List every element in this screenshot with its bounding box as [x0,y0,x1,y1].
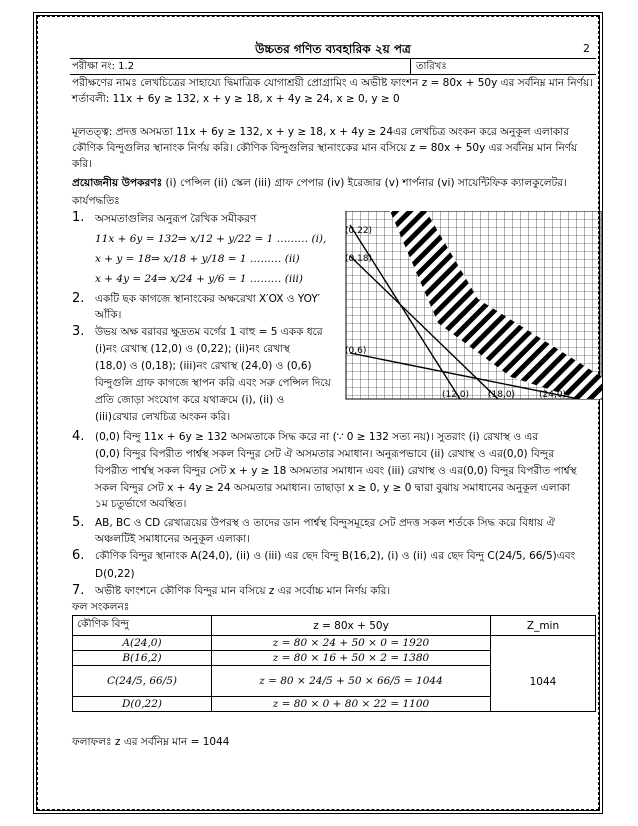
step1-eq3: x + 4y = 24⇒ x/24 + y/6 = 1 ……… (iii) [95,273,304,285]
step5-line2: অঞ্চলটিই সমাধানের অনুকূল এলাকা। [95,533,250,545]
label-y22: (0,22) [345,226,373,236]
experiment-number: পরীক্ষা নং: 1.2 [72,61,135,72]
conclusion: ফলাফলঃ z এর সর্বনিম্ন মান = 1044 [72,736,230,748]
step3-line3: (18,0) ও (0,18); (iii)নং রেখাস্থ (24,0) ও (0,6) [95,360,312,372]
step4-line3: বিপরীত পার্শ্বস্থ সকল বিন্দুর সেট x + y ≥ 18 অসমতার সমাধান এবং (iii) রেখাস্থ ও এর(0,0) বিন্দুর বিপরীত পার্শ্বস্থ [95,465,577,477]
table-cell: z = 80 × 24/5 + 50 × 66/5 = 1044 [212,666,491,697]
step-number: 3. [72,324,85,339]
results-label: ফল সংকলনঃ [72,601,130,613]
page-number: 2 [583,42,590,55]
date-label: তারিখঃ [416,61,447,72]
step-number: 7. [72,583,85,598]
step3-line5: প্রতি জোড়া সংযোগ করে যথাক্রমে (i), (ii) ও [95,394,285,406]
table-cell: z = 80 × 0 + 80 × 22 = 1100 [212,697,491,712]
constraints: শর্তাবলী: 11x + 6y ≥ 132, x + y ≥ 18, x + 4y ≥ 24, x ≥ 0, y ≥ 0 [72,93,400,105]
label-x18: (18,0) [488,390,516,400]
step3-line4: বিন্দুগুলি গ্রাফ কাগজে স্থাপন করি এবং সরু পেন্সিল দিয়ে [95,377,331,389]
table-header-row [73,616,596,636]
step2-line2: আঁকি। [95,309,122,321]
step4-line1: (0,0) বিন্দু 11x + 6y ≥ 132 অসমতাকে সিদ্ধ করে না (∵ 0 ≥ 132 সত্য নয়)। সুতরাং (i) রেখাস্থ ও এর [95,431,539,443]
table-cell: A(24,0) [73,636,212,651]
step2-line1: একটি ছক কাগজে স্থানাংকের অক্ষরেখা X′OX ও YOY′ [95,293,321,305]
step1-eq1: 11x + 6y = 132⇒ x/12 + y/22 = 1 ……… (i), [95,233,327,245]
step4-line4: সকল বিন্দুর সেট x + 4y ≥ 24 অসমতার সমাধান। তাছাড়া x ≥ 0, y ≥ 0 দ্বারা বুঝায় সমাধানের অনুকূল এলাকা [95,482,571,494]
label-y6: (0,6) [345,346,367,356]
procedure-label: কার্যপদ্ধতিঃ [72,195,120,207]
step1-title: অসমতাগুলির অনুরূপ রৈখিক সমীকরণ [95,213,257,225]
table-cell: B(16,2) [73,651,212,666]
step1-eq2: x + y = 18⇒ x/18 + y/18 = 1 ……… (ii) [95,253,300,265]
step7-line1: অভীষ্ট ফাংশনে কৌণিক বিন্দুর মান বসিয়ে z এর সর্বোচ্চ মান নির্ণয় করি। [95,585,391,597]
step-number: 1. [72,210,85,225]
zmin-cell: 1044 [491,636,596,712]
step-number: 4. [72,429,85,444]
table-cell: D(0,22) [73,697,212,712]
table-header: কৌণিক বিন্দু [73,616,212,636]
equipment-label: প্রয়োজনীয় উপকরণঃ [72,177,163,189]
experiment-name: পরীক্ষণের নামঃ লেখচিত্রের সাহায্যে দ্বিমাত্রিক যোগাশ্রয়ী প্রোগ্রামিং এ অভীষ্ট ফাংশন z = 80x + 50y এর সর্বনিম্ন মান নির্ণয়। [72,77,593,89]
step6-line1: কৌণিক বিন্দুর স্থানাংক A(24,0), (ii) ও (iii) এর ছেদ বিন্দু B(16,2), (i) ও (ii) এর ছেদ বিন্দু C(24/5, 66/5)এবং [95,550,576,562]
header-row [70,40,596,59]
table-cell: C(24/5, 66/5) [73,666,212,697]
page-title: উচ্চতর গণিত ব্যবহারিক ২য় পত্র [255,42,411,56]
theory-line-2: কৌণিক বিন্দুগুলির স্থানাংক নির্ণয় করি। কৌণিক বিন্দুগুলির স্থানাংকের মান বসিয়ে z = 80x + 50y এর সর্বনিম্ন মান নির্ণয় [72,142,578,154]
label-x24: (24,0) [539,390,567,400]
step3-line1: উভয় অক্ষ বরাবর ক্ষুদ্রতম বর্গের 1 বাহু = 5 একক ধরে [95,326,323,338]
feasible-region-graph [336,211,614,407]
step3-line6: (iii)রেখার লেখচিত্র অংকন করি। [95,411,231,423]
table-header: Z_min [491,616,596,636]
table-row [73,636,596,651]
theory-line-3: করি। [72,158,92,170]
step4-line2: (0,0) বিন্দুর বিপরীত পার্শ্বস্থ সকল বিন্দুর সেট ঐ অসমতার সমাধান। অনুরূপভাবে (ii) রেখাস্থ ও এর(0,0) বিন্দুর [95,448,555,460]
results-table [72,615,596,712]
step5-line1: AB, BC ও CD রেখাত্রয়ের উপরস্থ ও তাদের ডান পার্শ্বস্থ বিন্দুসমূহের সেট প্রদত্ত সকল শর্তকে সিদ্ধ করে বিধায় ঐ [95,517,555,529]
label-x12: (12,0) [442,390,470,400]
theory-line-1: মূলতত্ত্ব: প্রদত্ত অসমতা 11x + 6y ≥ 132, x + y ≥ 18, x + 4y ≥ 24এর লেখচিত্র অংকন করে অনুকূল এলাকার [72,126,569,138]
step-number: 5. [72,515,85,530]
label-y18: (0,18) [345,254,373,264]
info-row [70,58,596,75]
table-header: z = 80x + 50y [212,616,491,636]
table-cell: z = 80 × 16 + 50 × 2 = 1380 [212,651,491,666]
equipment-list: (i) পেন্সিল (ii) স্কেল (iii) গ্রাফ পেপার (iv) ইরেজার (v) শার্পনার (vi) সায়েন্টিফিক ক্যালকুলেটর। [165,177,567,189]
step4-line5: ১ম চতুর্ভাগে অবস্থিত। [95,498,187,510]
step3-line2: (i)নং রেখাস্থ (12,0) ও (0,22); (ii)নং রেখাস্থ [95,343,290,355]
table-cell: z = 80 × 24 + 50 × 0 = 1920 [212,636,491,651]
step6-line2: D(0,22) [95,568,135,580]
step-number: 2. [72,291,85,306]
step-number: 6. [72,548,85,563]
